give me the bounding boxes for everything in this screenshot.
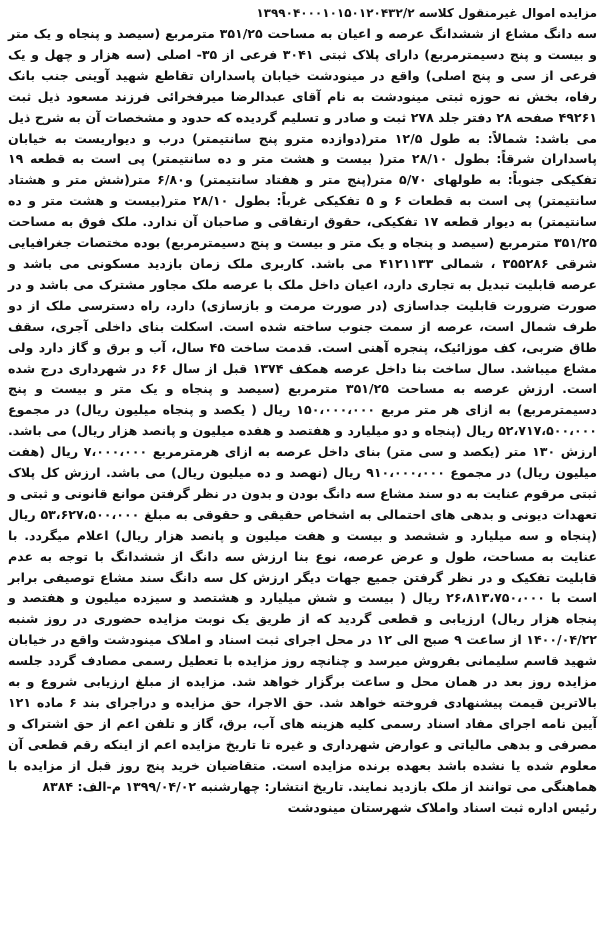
notice-body xyxy=(8,24,597,798)
notice-heading: مزایده اموال غیرمنقول کلاسه ۱۳۹۹۰۴۰۰۰۱۰۱۵۰۱۲۰۴۳۲/۲ xyxy=(256,6,597,20)
notice-signature: رئیس اداره ثبت اسناد واملاک شهرستان مینودشت xyxy=(287,799,597,815)
notice-body-text: سه دانگ مشاع از ششدانگ عرصه و اعیان به مساحت ۳۵۱/۲۵ مترمربع (سیصد و پنجاه و یک متر و بیست و پنج دسیمترمربع) دارای پلاک ثبتی ۳۰۴۱ فرعی از ۳۵- اصلی (سه هزار و چهل و یک فرعی از سی و پنج اصلی) واقع در مینودشت خیابان پاسداران تقاطع شهید آوینی جنب بانک رفاه، بخش نه حوزه ثبتی مینودشت به نام آقای عبدالرضا میرفخرائی فرزند مسعود ذیل ثبت ۴۹۲۶۱ صفحه ۲۸ دفتر جلد ۲۷۸ ثبت و صادر و تسلیم گردیده که حدود و مشخصات آن به شرح ذیل می باشد: شمالاً: به طول ۱۲/۵ متر(دوازده مترو پنج سانتیمتر) درب و دیواریست به خیابان پاسداران شرقاً: بطول ۲۸/۱۰ متر( بیست و هشت متر و ده سانتیمتر) پی است به قطعه ۱۹ تفکیکی جنوباً: به طولهای ۵/۷۰ متر(پنج متر و هفتاد سانتیمتر) و۶/۸۰ متر(شش متر و هشتاد سانتیمتر) پی است به قطعات ۶ و ۵ تفکیکی غرباً: بطول ۲۸/۱۰ متر(بیست و هشت متر و ده سانتیمتر) به دیوار قطعه ۱۷ تفکیکی، حقوق ارتفاقی و صاحبان آن ندارد. ملک فوق به مساحت ۳۵۱/۲۵ مترمربع (سیصد و پنجاه و یک متر و بیست و پنج دسیمترمربع) بوده مختصات جغرافیایی شرقی ۳۵۵۲۸۶ ، شمالی ۴۱۲۱۱۳۳ می باشد. کاربری ملک زمان بازدید مسکونی می باشد و عرصه قابلیت تبدیل به تجاری دارد، اعیان داخل ملک با عرصه ملک مجاور مشترک می باشد و در صورت ضرورت قابلیت جداسازی (در صورت مرمت و بازسازی) دارد، راه دسترسی ملک از دو طرف شمال است، عرصه از سمت جنوب ساخته شده است. اسکلت بنای داخلی آجری، سقف طاق ضربی، کف موزائیک، پنجره آهنی است. قدمت ساخت ۴۵ سال، آب و برق و گاز دارد ولی مشاع میباشد. سال ساخت بنا داخل عرصه همکف ۱۳۷۴ قبل از سال ۶۶ در شهرداری درج شده است. ارزش عرصه به مساحت ۳۵۱/۲۵ مترمربع (سیصد و پنجاه و یک متر و بیست و پنج دسیمترمربع) به ازای هر متر مربع ۱۵۰،۰۰۰،۰۰۰ ریال ( یکصد و پنجاه میلیون ریال) در مجموع ۵۲،۷۱۷،۵۰۰،۰۰۰ ریال (پنجاه و دو میلیارد و هفتصد و هفده میلیون و پانصد هزار ریال) می باشد. ارزش ۱۳۰ متر (یکصد و سی متر) بنای داخل عرصه به ازای هرمترمربع ۷،۰۰۰،۰۰۰ ریال (هفت میلیون ریال) در مجموع ۹۱۰،۰۰۰،۰۰۰ ریال (نهصد و ده میلیون ریال) می باشد. ارزش کل پلاک ثبتی مرقوم عنایت به دو سند مشاع سه دانگ بودن و بدون در نظر گرفتن موانع قانونی و ثبتی و تعهدات دیونی و بدهی های احتمالی به اشخاص حقیقی و حقوقی به مبلغ ۵۳،۶۲۷،۵۰۰،۰۰۰ ریال (پنجاه و سه میلیارد و ششصد و بیست و هفت میلیون و پانصد هزار ریال) اعلام میگردد. با عنایت به مساحت، طول و عرض عرصه، نوع بنا ارزش سه دانگ از ششدانگ با توجه به عدم قابلیت تفکیک و در نظر گرفتن جمیع جهات دیگر ارزش کل سه دانگ سند مشاع توصیفی برابر است با ۲۶،۸۱۳،۷۵۰،۰۰۰ ریال ( بیست و شش میلیارد و هشتصد و سیزده میلیون و هفتصد و پنجاه هزار ریال) ارزیابی و قطعی گردید که از طریق یک نوبت مزایده حضوری در روز شنبه ۱۴۰۰/۰۴/۲۲ از ساعت ۹ صبح الی ۱۲ در محل اجرای ثبت اسناد و املاک مینودشت واقع در خیابان شهید قاسم سلیمانی بفروش میرسد و چنانچه روز مزایده با تعطیل رسمی مصادف گردد جلسه مزایده روز بعد در همان محل و ساعت برگزار خواهد شد. مزایده از مبلغ ارزیابی شروع و به بالاترین قیمت پیشنهادی فروخته خواهد شد. حق الاجرا، حق مزایده و دراجرای بند ۶ ماده ۱۲۱ آیین نامه اجرای مفاد اسناد رسمی کلیه هزینه های آب، برق، گاز و تلفن اعم از حق اشتراک و مصرفی و بدهی مالیاتی و عوارض شهرداری و غیره تا تاریخ مزایده اعم از اینکه رقم قطعی آن معلوم شده یا نشده باشد بعهده برنده مزایده است. متقاضیان خرید پنج روز قبل از مزایده با هماهنگی می توانند از ملک بازدید نمایند. تاریخ انتشار: چهارشنبه ۱۳۹۹/۰۴/۰۲ م-الف: ۸۳۸۴ xyxy=(8,26,598,794)
